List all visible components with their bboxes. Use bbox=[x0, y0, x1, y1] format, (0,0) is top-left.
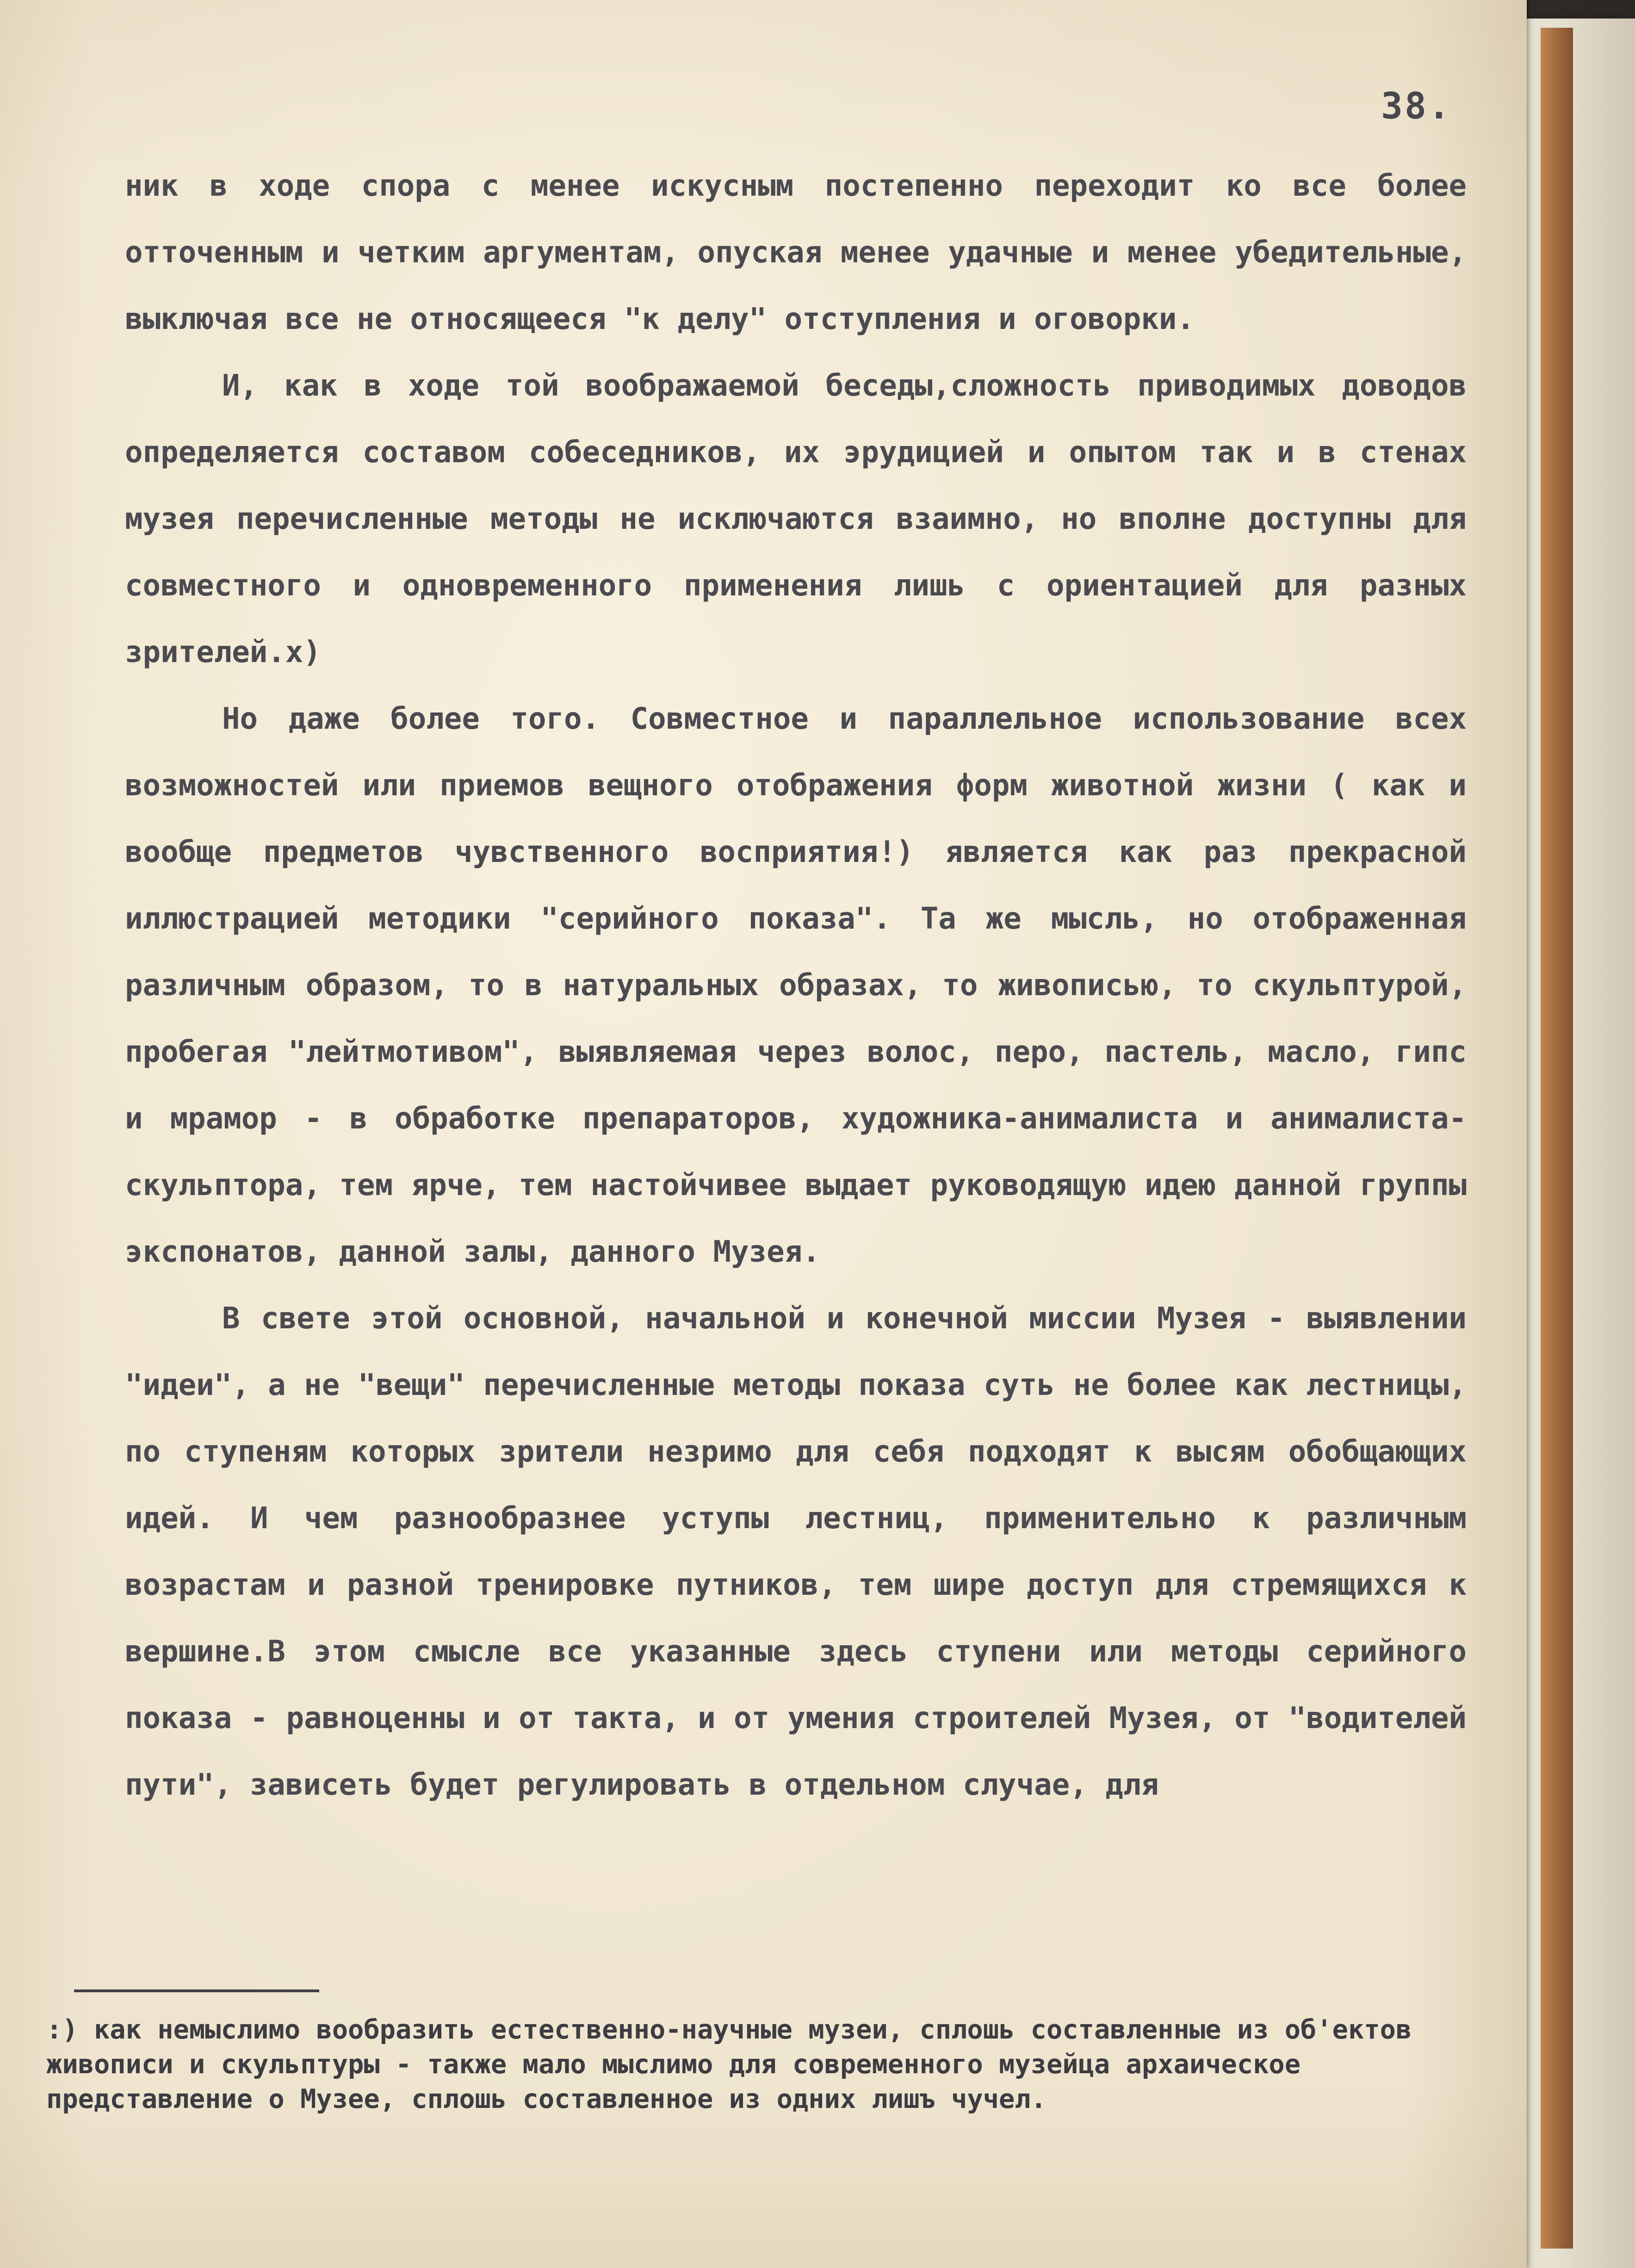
page-number: 38. bbox=[1381, 86, 1452, 127]
folder-edge bbox=[1541, 28, 1573, 2249]
paragraph-3: Но даже более того. Совместное и параллельное использование всех возможностей или приемов вещного отображения форм животной жизни ( как и вообще предметов чувственного восприятия!) является как раз прекрасной иллюстрацией методики "серийного показа". Та же мысль, но отображенная различным образом, то в натуральных образах, то живописью, то скульптурой, пробегая "лейтмотивом", выявляемая через волос, перо, пастель, масло, гипс и мрамор - в обработке препараторов, художника-анималиста и анималиста-скульптора, тем ярче, тем настойчивее выдает руководящую идею данной группы экспонатов, данной залы, данного Музея. bbox=[125, 702, 1467, 1269]
footnote-separator bbox=[74, 1989, 319, 1992]
paragraph-4: В свете этой основной, начальной и конечной миссии Музея - выявлении "идеи", а не "вещи" перечисленные методы показа суть не более как лестницы, по ступеням которых зрители незримо для себя подходят к высям обобщающих идей. И чем разнообразнее уступы лестниц, применительно к различным возрастам и разной тренировке путников, тем шире доступ для стремящихся к вершине.В этом смысле все указанные здесь ступени или методы серийного показа - равноценны и от такта, и от умения строителей Музея, от "водителей пути", зависеть будет регулировать в отдельном случае, для bbox=[125, 1301, 1467, 1802]
paragraph-1: ник в ходе спора с менее искусным постепенно переходит ко все более отточенным и четким аргументам, опуская менее удачные и менее убедительные, выключая все не относящееся "к делу" отступления и оговорки. bbox=[125, 169, 1467, 336]
paragraph-2: И, как в ходе той воображаемой беседы,сложность приводимых доводов определяется составом собеседников, их эрудицией и опытом так и в стенах музея перечисленные методы не исключаются взаимно, но вполне доступны для совместного и одновременного применения лишь с ориентацией для разных зрителей.х) bbox=[125, 369, 1467, 669]
footnote: :) как немыслимо вообразить естественно-научные музеи, сплошь составленные из об'ектов живописи и скульптуры - также мало мыслимо для современного музейца архаическое представление о Музее, сплошь составленное из одних лишъ чучел. bbox=[46, 2014, 1412, 2114]
body-text bbox=[125, 153, 1467, 1818]
